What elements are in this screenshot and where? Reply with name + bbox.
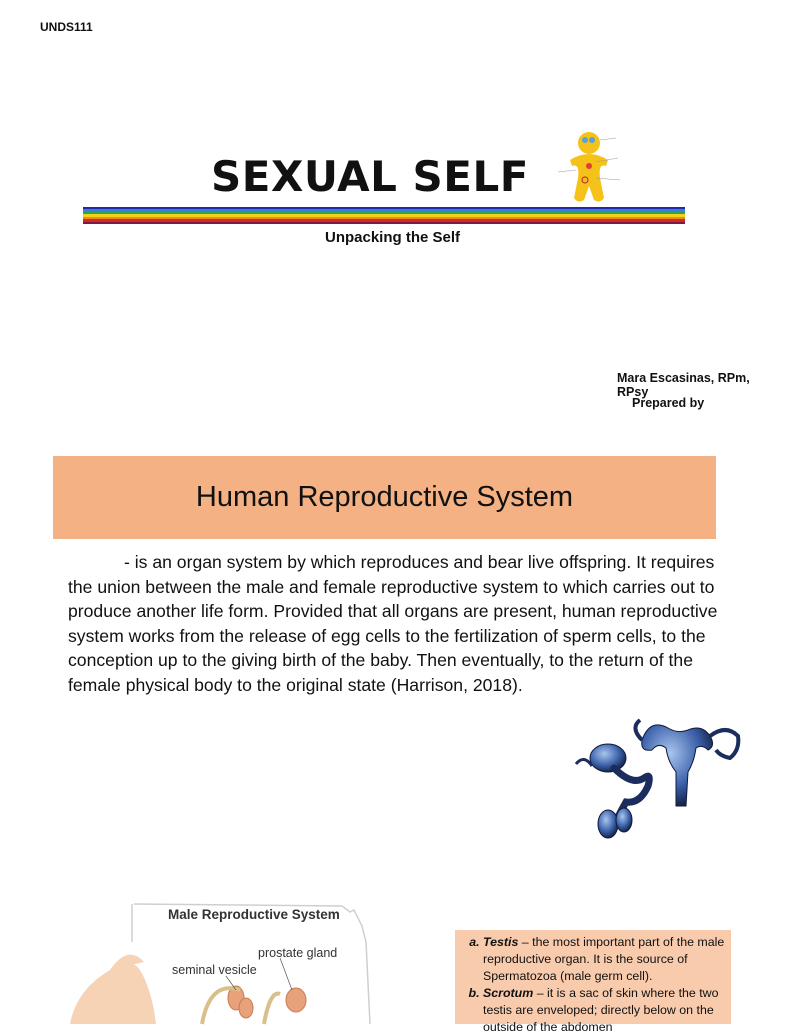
author-name: Mara Escasinas, RPm, RPsy	[617, 371, 750, 399]
seminal-vesicle-label: seminal vesicle	[172, 963, 257, 977]
prepared-by-label: Prepared by	[632, 396, 705, 410]
definition-item-scrotum	[483, 985, 725, 1036]
definition-text: – it is a sac of skin where the two testis are enveloped; directly below on the outside of the abdomen	[483, 986, 719, 1034]
section-title: Human Reproductive System	[195, 481, 574, 513]
course-code: UNDS111	[40, 20, 93, 34]
definitions-box	[455, 930, 731, 1034]
section-banner	[53, 456, 716, 539]
definition-text: – the most important part of the male reproductive organ. It is the source of Spermatozoa (male germ cell).	[483, 935, 725, 983]
prostate-gland-label: prostate gland	[258, 946, 338, 960]
main-title	[0, 152, 768, 201]
subtitle: Unpacking the Self	[324, 229, 461, 246]
reproductive-organs-illustration	[570, 706, 745, 856]
definition-term: Testis	[483, 935, 519, 949]
body-paragraph-text: - is an organ system by which reproduces and bear live offspring. It requires the union between the male and female reproductive system to which carries out to produce another life form. Provided that all organs are present, human reproductive system works from the release of egg cells to the fertilization of sperm cells, to the conception up to the giving birth of the baby. Then eventually, to the return of the female physical body to the original state (Harrison, 2018).	[68, 552, 718, 695]
rainbow-divider	[83, 207, 685, 224]
main-title-text: SEXUAL SELF	[211, 152, 529, 201]
rainbow-stripe-7	[83, 222, 685, 224]
male-anatomy-illustration	[70, 930, 290, 1024]
male-diagram-title: Male Reproductive System	[168, 907, 340, 922]
body-paragraph	[68, 550, 728, 697]
definition-term: Scrotum	[483, 986, 534, 1000]
definition-item-testis	[483, 934, 725, 985]
gingerbread-person-illustration	[556, 130, 626, 210]
